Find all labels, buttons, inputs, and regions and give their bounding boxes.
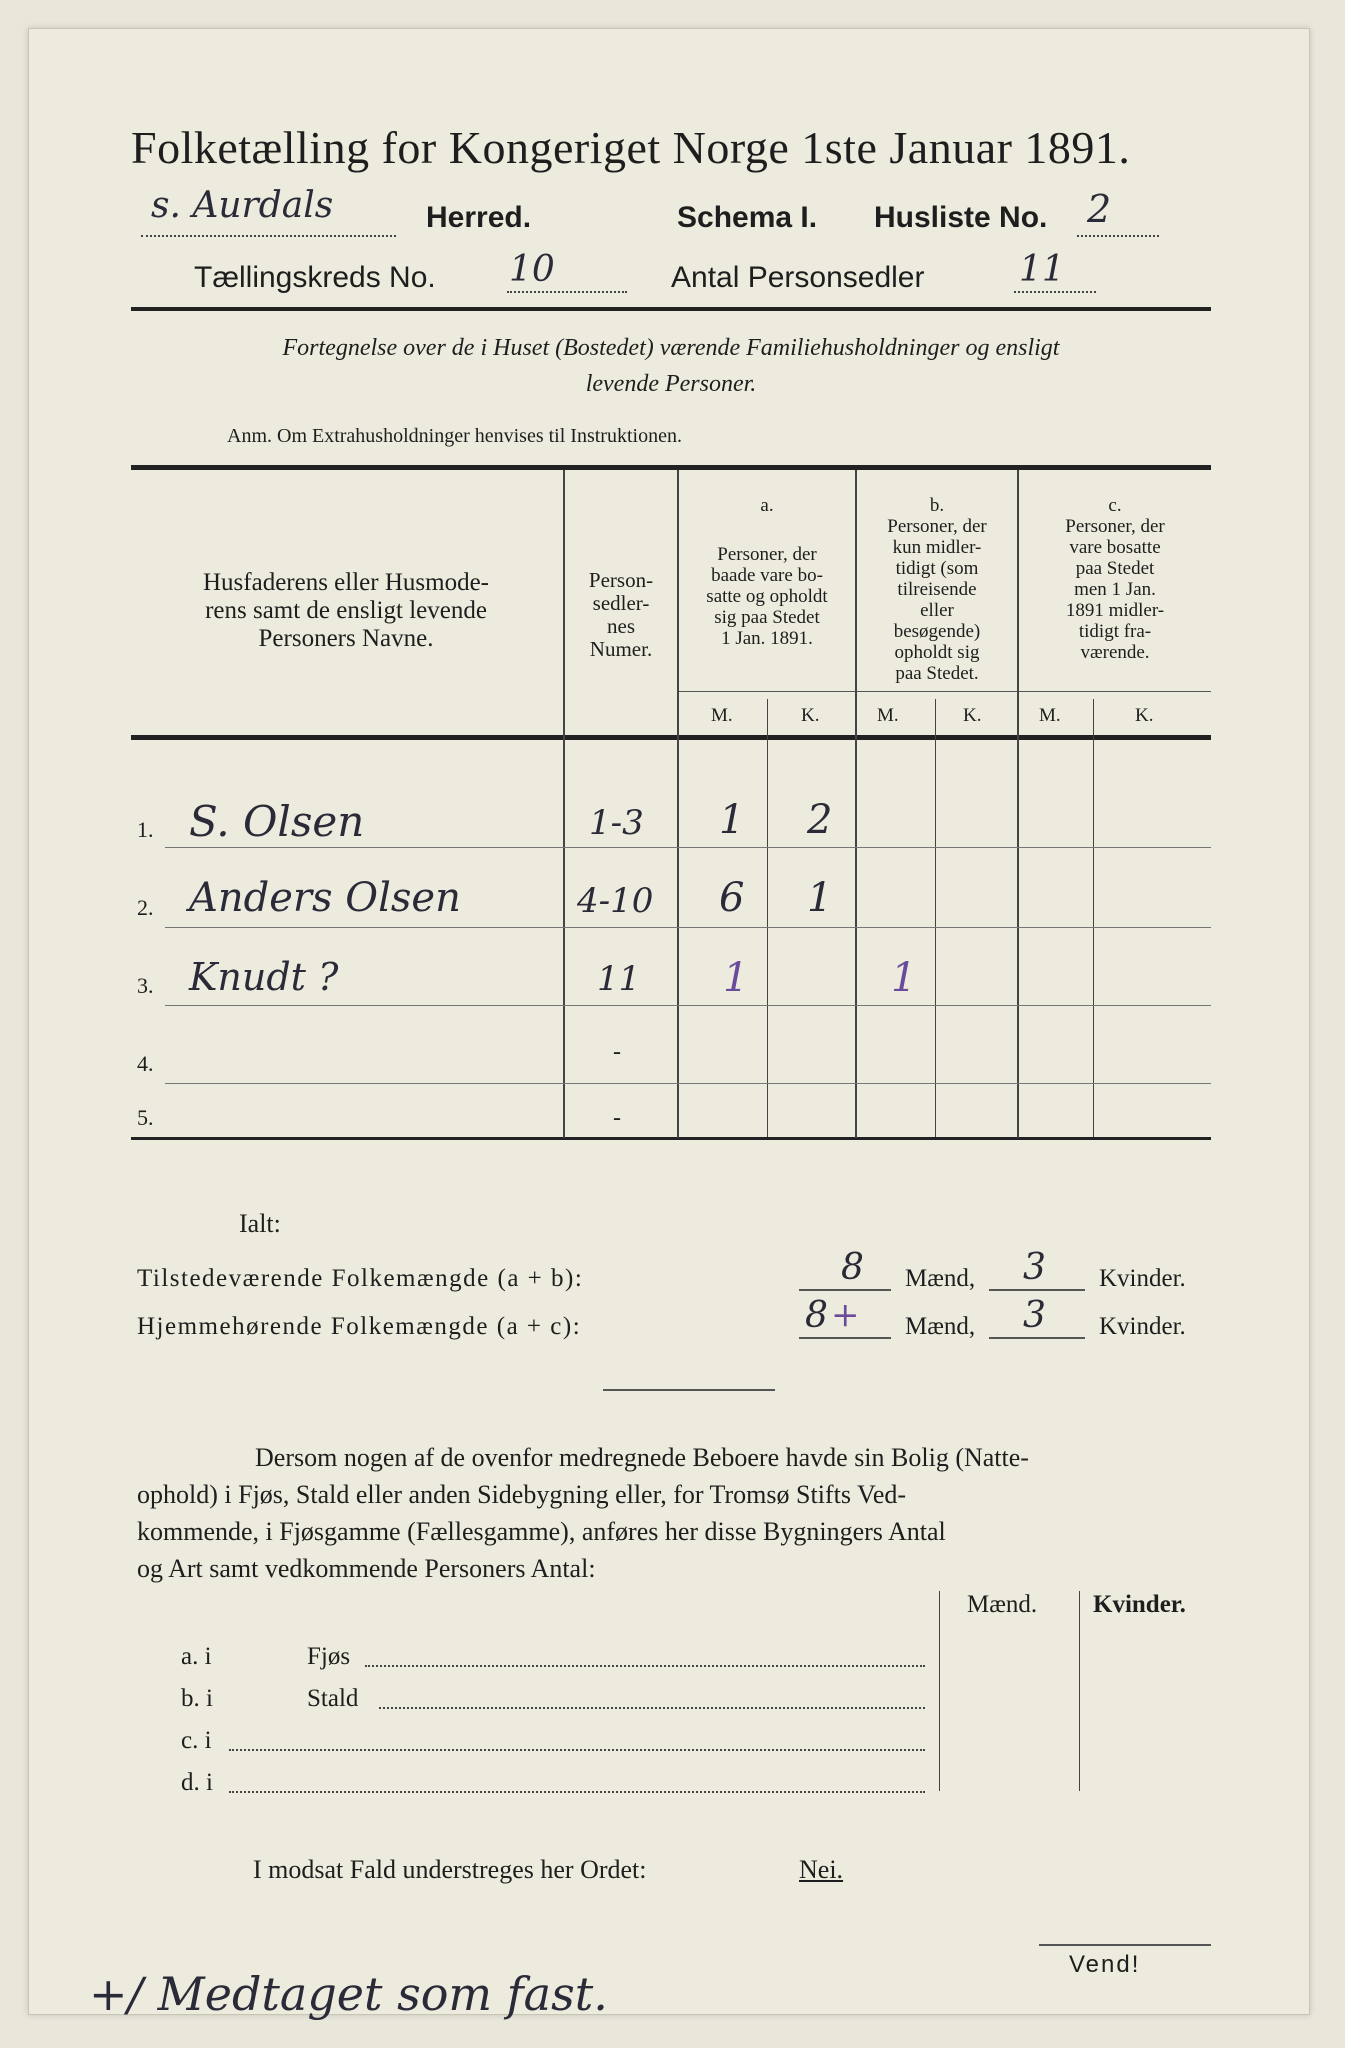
mk-rule [679, 691, 1211, 692]
kreds-dotted-line [507, 291, 627, 293]
nei-word: Nei. [799, 1855, 844, 1884]
row-no: 5. [137, 1105, 154, 1130]
personsedler-value: 11 [1019, 249, 1065, 290]
herred-row [141, 185, 561, 239]
col-a-2: baade vare bo- [711, 565, 823, 586]
col-header-num-4: Numer. [589, 637, 653, 661]
col-b-4: tilreisende [897, 579, 977, 600]
buildings-col-sep-1 [939, 1591, 940, 1791]
census-sheet [28, 28, 1310, 2021]
col-b-letter: b. [929, 495, 945, 516]
hjem-k: 3 [1023, 1295, 1046, 1336]
vend-rule [1039, 1944, 1211, 1946]
row-rule [165, 1005, 1211, 1006]
building-letter: b. i [181, 1685, 213, 1712]
row-a-k: 2 [807, 797, 833, 843]
col-header-num [565, 569, 677, 661]
personsedler-dotted-line [1014, 291, 1096, 293]
tilst-m-line [799, 1289, 891, 1291]
col-header-num-3: nes [607, 614, 635, 638]
col-a-4: sig paa Stedet [714, 607, 820, 628]
col-header-c [1019, 495, 1211, 663]
handwritten-note: +/ Medtaget som fast. [89, 1967, 608, 2021]
col-b-7: opholdt sig [894, 642, 980, 663]
building-dots [379, 1707, 925, 1709]
schema-label: Schema I. [677, 201, 818, 234]
row-b-m: 1 [891, 955, 917, 1001]
b-k-label: K. [963, 705, 982, 726]
col-c-letter: c. [1108, 495, 1122, 516]
vend-label: Vend! [1069, 1951, 1141, 1978]
col-c-4: men 1 Jan. [1074, 579, 1156, 600]
row-a-m: 1 [719, 797, 745, 843]
col-c-6: tidigt fra- [1078, 621, 1152, 642]
building-label: Stald [307, 1685, 359, 1712]
husliste-value: 2 [1087, 187, 1112, 231]
row-a-m: 6 [719, 875, 745, 921]
col-sep-b-mk [935, 699, 936, 1137]
herred-value: s. Aurdals [151, 185, 334, 226]
row-rule [165, 1083, 1211, 1084]
husliste-dotted-line [1077, 235, 1159, 237]
a-k-label: K. [801, 705, 820, 726]
hjem-m-mark: + [831, 1295, 860, 1335]
page-title: Folketælling for Kongeriget Norge 1ste Januar 1891. [131, 122, 1131, 173]
intro-line-1: Fortegnelse over de i Huset (Bostedet) værende Familiehusholdninger og ensligt [282, 335, 1060, 361]
herred-dotted-line [141, 235, 396, 237]
intro-line-2: levende Personer. [585, 371, 757, 397]
tilst-k-line [989, 1289, 1085, 1291]
col-b-6: besøgende) [893, 621, 981, 642]
building-dots [365, 1665, 925, 1667]
header-rule [131, 307, 1211, 311]
building-letter: a. i [181, 1643, 212, 1670]
col-a-5: 1 Jan. 1891. [721, 628, 813, 649]
buildings-col-kvinder: Kvinder. [1093, 1591, 1186, 1618]
col-c-5: 1891 midler- [1065, 600, 1165, 621]
col-sep-c-mk [1093, 699, 1094, 1137]
table-top-rule [131, 465, 1211, 470]
col-header-num-1: Person- [588, 568, 654, 592]
hjem-label: Hjemmehørende Folkemængde (a + c): [137, 1313, 582, 1340]
row-num: 11 [597, 959, 641, 999]
row-a-k: 1 [807, 875, 833, 921]
a-m-label: M. [711, 705, 733, 726]
buildings-paragraph [137, 1439, 1211, 1587]
col-a-1: Personer, der [717, 544, 817, 565]
tilst-kvinder: Kvinder. [1099, 1265, 1186, 1292]
buildings-line-3: kommende, i Fjøsgamme (Fællesgamme), anføres her disse Bygningers Antal [137, 1517, 946, 1546]
tilst-maend: Mænd, [905, 1265, 976, 1292]
row-num: - [613, 1039, 621, 1065]
tilst-label: Tilstedeværende Folkemængde (a + b): [137, 1265, 584, 1292]
personsedler-label: Antal Personsedler [671, 261, 925, 294]
b-m-label: M. [877, 705, 899, 726]
row-a-m: 1 [723, 955, 749, 1001]
row-name: Anders Olsen [189, 875, 461, 921]
col-header-name-2: rens samt de ensligt levende [205, 597, 487, 624]
col-b-3: tidigt (som [895, 558, 979, 579]
herred-label: Herred. [426, 201, 532, 234]
section-divider [603, 1389, 775, 1391]
building-dots [229, 1749, 925, 1751]
c-k-label: K. [1135, 705, 1154, 726]
col-header-name-1: Husfaderens eller Husmode- [202, 569, 489, 596]
tilst-k: 3 [1023, 1247, 1046, 1288]
kreds-label: Tællingskreds No. [194, 261, 436, 294]
col-header-b [857, 495, 1017, 684]
row-no: 1. [137, 817, 154, 842]
nei-text: I modsat Fald understreges her Ordet: [253, 1855, 647, 1884]
hjem-kvinder: Kvinder. [1099, 1313, 1186, 1340]
hjem-m-line [799, 1337, 891, 1339]
ialt-label: Ialt: [239, 1209, 281, 1238]
buildings-col-sep-2 [1079, 1591, 1080, 1791]
col-header-num-2: sedler- [592, 591, 650, 615]
col-header-name-3: Personers Navne. [258, 625, 434, 652]
col-a-letter: a. [760, 495, 774, 516]
buildings-line-4: og Art samt vedkommende Personers Antal: [137, 1554, 596, 1583]
col-b-5: eller [920, 600, 954, 621]
row-num: 4-10 [577, 881, 654, 921]
table-header-rule [131, 735, 1211, 740]
col-b-2: kun midler- [892, 537, 982, 558]
col-c-2: vare bosatte [1069, 537, 1161, 558]
row-no: 2. [137, 895, 154, 920]
buildings-col-maend: Mænd. [967, 1591, 1038, 1618]
row-rule [165, 847, 1211, 848]
building-letter: c. i [181, 1727, 212, 1754]
col-sep-a-mk [767, 699, 768, 1137]
col-c-3: paa Stedet [1075, 558, 1155, 579]
col-header-name [131, 569, 561, 653]
row-num: 1-3 [589, 803, 644, 843]
building-label: Fjøs [307, 1643, 351, 1670]
col-a-3: satte og opholdt [706, 586, 828, 607]
husliste-label: Husliste No. [874, 201, 1048, 234]
buildings-line-1: Dersom nogen af de ovenfor medregnede Beboere havde sin Bolig (Natte- [255, 1443, 1029, 1472]
row-no: 4. [137, 1051, 154, 1076]
row-name: S. Olsen [189, 797, 365, 846]
row-name: Knudt ? [189, 955, 339, 999]
col-header-a [679, 495, 855, 649]
col-b-1: Personer, der [887, 516, 987, 537]
hjem-m: 8 [805, 1295, 828, 1336]
col-c-1: Personer, der [1065, 516, 1165, 537]
hjem-k-line [989, 1337, 1085, 1339]
building-letter: d. i [181, 1769, 213, 1796]
kreds-value: 10 [509, 249, 555, 290]
row-rule [165, 927, 1211, 928]
tilst-m: 8 [841, 1247, 864, 1288]
row-no: 3. [137, 973, 154, 998]
building-dots [229, 1791, 925, 1793]
col-b-8: paa Stedet. [895, 663, 979, 684]
table-bottom-rule [131, 1137, 1211, 1140]
col-c-7: værende. [1080, 642, 1150, 663]
anm-note: Anm. Om Extrahusholdninger henvises til Instruktionen. [227, 425, 682, 447]
row-num: - [613, 1105, 621, 1131]
hjem-maend: Mænd, [905, 1313, 976, 1340]
c-m-label: M. [1039, 705, 1061, 726]
buildings-line-2: ophold) i Fjøs, Stald eller anden Sidebygning eller, for Tromsø Stifts Ved- [137, 1480, 907, 1509]
